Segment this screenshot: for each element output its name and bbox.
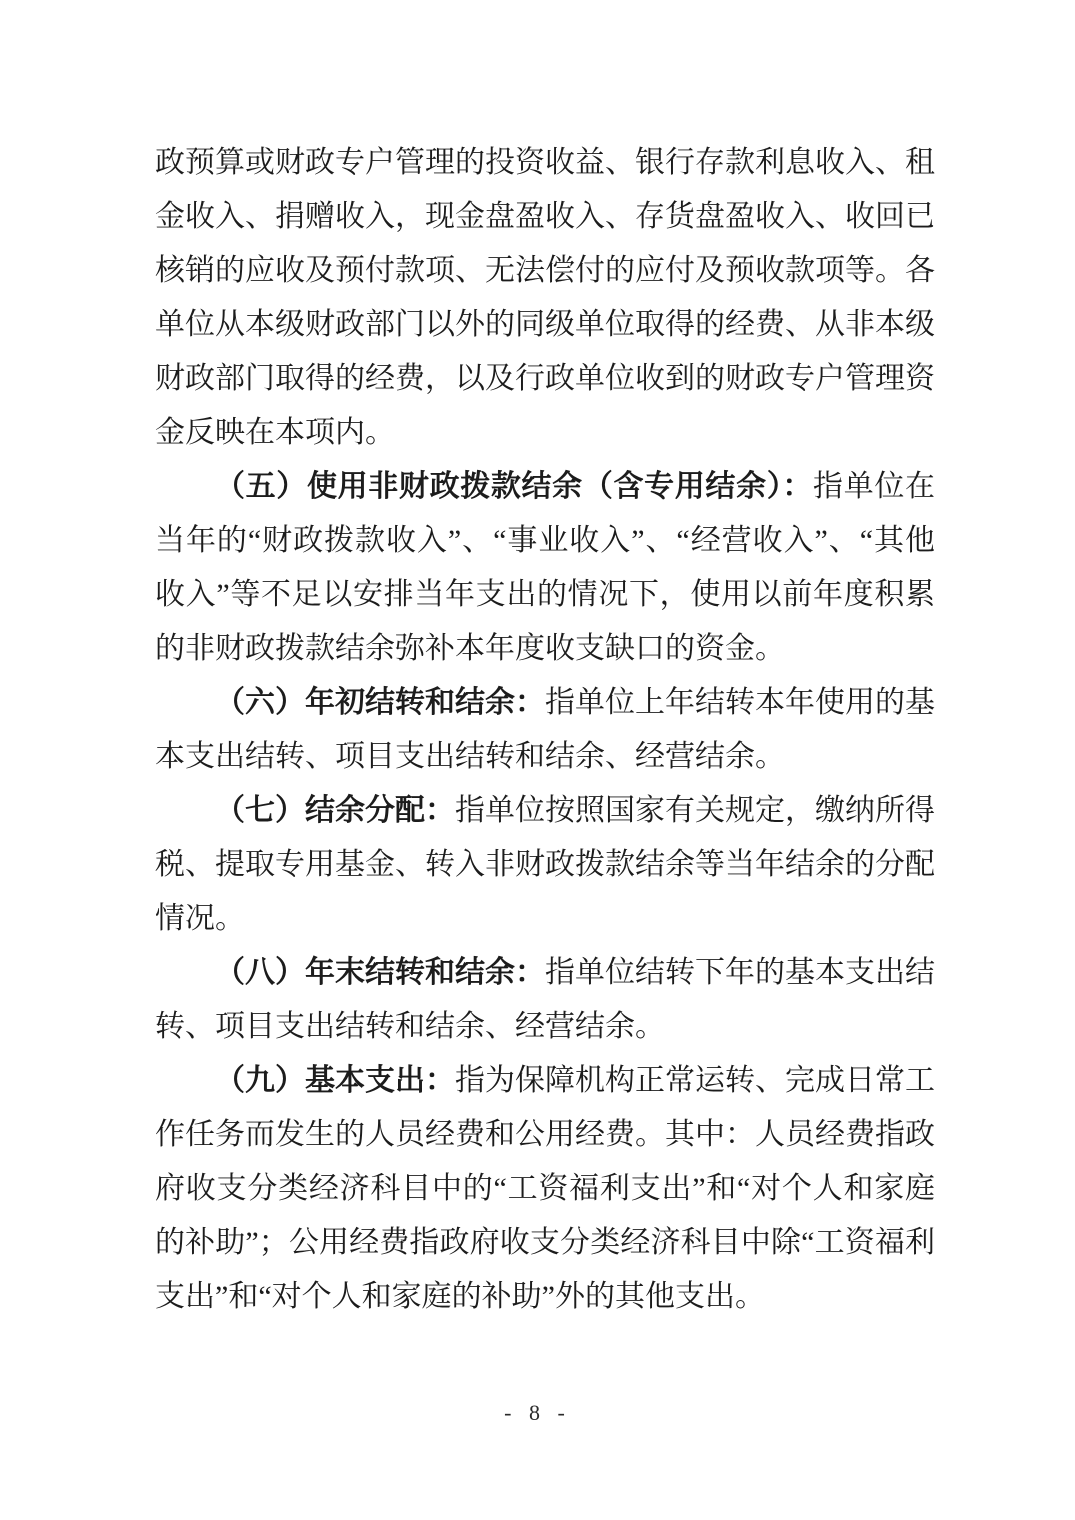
paragraph [155, 676, 935, 784]
term-heading: （九）基本支出： [215, 1064, 455, 1097]
paragraph [155, 136, 935, 460]
text-run: 指单位在当年的“财政拨款收入”、“事业收入”、“经营收入”、“其他收入”等不足以安排当年支出的情况下，使用以前年度积累的非财政拨款结余弥补本年度收支缺口的资金。 [155, 470, 936, 665]
term-heading: （八）年末结转和结余： [215, 956, 545, 989]
term-heading: （六）年初结转和结余： [215, 686, 545, 719]
text-run: 指单位上年结转本年使用的基本支出结转、项目支出结转和结余、经营结余。 [155, 686, 935, 773]
text-run: 指为保障机构正常运转、完成日常工作任务而发生的人员经费和公用经费。其中：人员经费指政府收支分类经济科目中的“工资福利支出”和“对个人和家庭的补助”；公用经费指政府收支分类经济科目中除“工资福利支出”和“对个人和家庭的补助”外的其他支出。 [155, 1064, 935, 1313]
text-run: 政预算或财政专户管理的投资收益、银行存款利息收入、租金收入、捐赠收入，现金盘盈收入、存货盘盈收入、收回已核销的应收及预付款项、无法偿付的应付及预收款项等。各单位从本级财政部门以外的同级单位取得的经费、从非本级财政部门取得的经费，以及行政单位收到的财政专户管理资金反映在本项内。 [155, 146, 935, 449]
paragraph [155, 946, 935, 1054]
document-content [155, 136, 935, 1324]
text-run: 指单位结转下年的基本支出结转、项目支出结转和结余、经营结余。 [155, 956, 935, 1043]
term-heading: （七）结余分配： [215, 794, 455, 827]
page-number: - 8 - [504, 1400, 571, 1425]
page-footer [0, 1400, 1075, 1426]
text-run: 指单位按照国家有关规定，缴纳所得税、提取专用基金、转入非财政拨款结余等当年结余的分配情况。 [155, 794, 935, 935]
paragraph [155, 460, 935, 676]
paragraph [155, 784, 935, 946]
term-heading: （五）使用非财政拨款结余（含专用结余）： [215, 470, 814, 503]
paragraph [155, 1054, 935, 1324]
